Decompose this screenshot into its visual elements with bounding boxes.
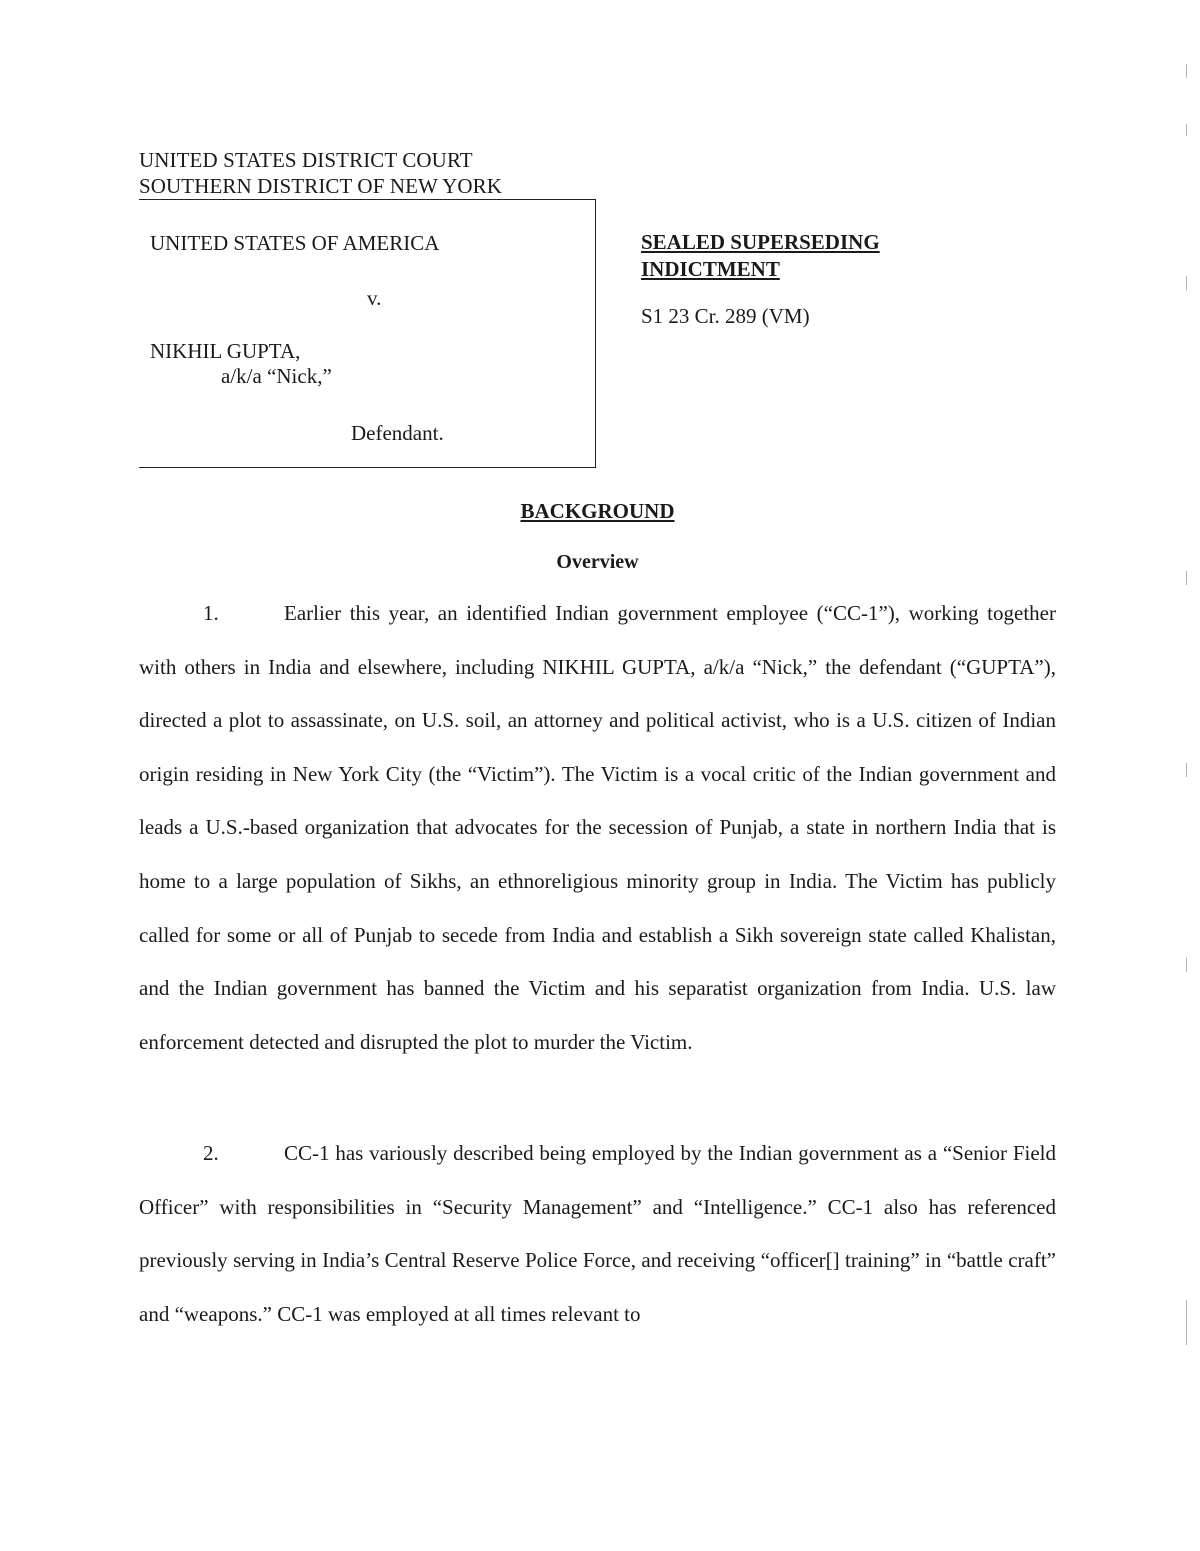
paragraph-number: 1. [203, 601, 219, 625]
paragraph-number: 2. [203, 1141, 219, 1165]
defendant-name: NIKHIL GUPTA, [150, 339, 301, 363]
court-district: SOUTHERN DISTRICT OF NEW YORK [139, 174, 503, 198]
plaintiff-name: UNITED STATES OF AMERICA [150, 231, 440, 255]
case-caption-box [139, 199, 596, 468]
defendant-label: Defendant. [351, 421, 444, 445]
document-caption [641, 229, 941, 329]
court-header [139, 147, 502, 199]
subsection-heading-overview: Overview [556, 551, 639, 573]
scan-margin-mark [1186, 124, 1187, 136]
paragraph-2 [139, 1127, 1056, 1341]
section-heading-background: BACKGROUND [520, 499, 675, 523]
scan-margin-mark [1186, 64, 1187, 78]
paragraph-1 [139, 587, 1056, 1069]
scan-margin-mark [1186, 571, 1187, 585]
paragraph-text: CC-1 has variously described being employed by the Indian government as a “Senior Field Officer” with responsibilities in “Security Management” and “Intelligence.” CC-1 also has referenced previously serving in India’s Central Reserve Police Force, and receiving “officer[] training” in “battle craft” and “weapons.” CC-1 was employed at all times relevant to [139, 1141, 1056, 1326]
court-name: UNITED STATES DISTRICT COURT [139, 148, 473, 172]
scan-margin-mark [1186, 276, 1187, 290]
scan-margin-mark [1186, 1300, 1187, 1345]
scan-margin-mark [1186, 763, 1187, 777]
defendant-alias: a/k/a “Nick,” [221, 364, 332, 388]
versus-label: v. [367, 286, 382, 310]
document-title: SEALED SUPERSEDING INDICTMENT [641, 230, 880, 281]
paragraph-text: Earlier this year, an identified Indian government employee (“CC-1”), working together with others in India and elsewhere, including NIKHIL GUPTA, a/k/a “Nick,” the defendant (“GUPTA”), directed a plot to assassinate, on U.S. soil, an attorney and political activist, who is a U.S. citizen of Indian origin residing in New York City (the “Victim”). The Victim is a vocal critic of the Indian government and leads a U.S.-based organization that advocates for the secession of Punjab, a state in northern India that is home to a large population of Sikhs, an ethnoreligious minority group in India. The Victim has publicly called for some or all of Punjab to secede from India and establish a Sikh sovereign state called Khalistan, and the Indian government has banned the Victim and his separatist organization from India. U.S. law enforcement detected and disrupted the plot to murder the Victim. [139, 601, 1056, 1054]
scan-margin-mark [1186, 958, 1187, 972]
docket-number: S1 23 Cr. 289 (VM) [641, 304, 810, 328]
